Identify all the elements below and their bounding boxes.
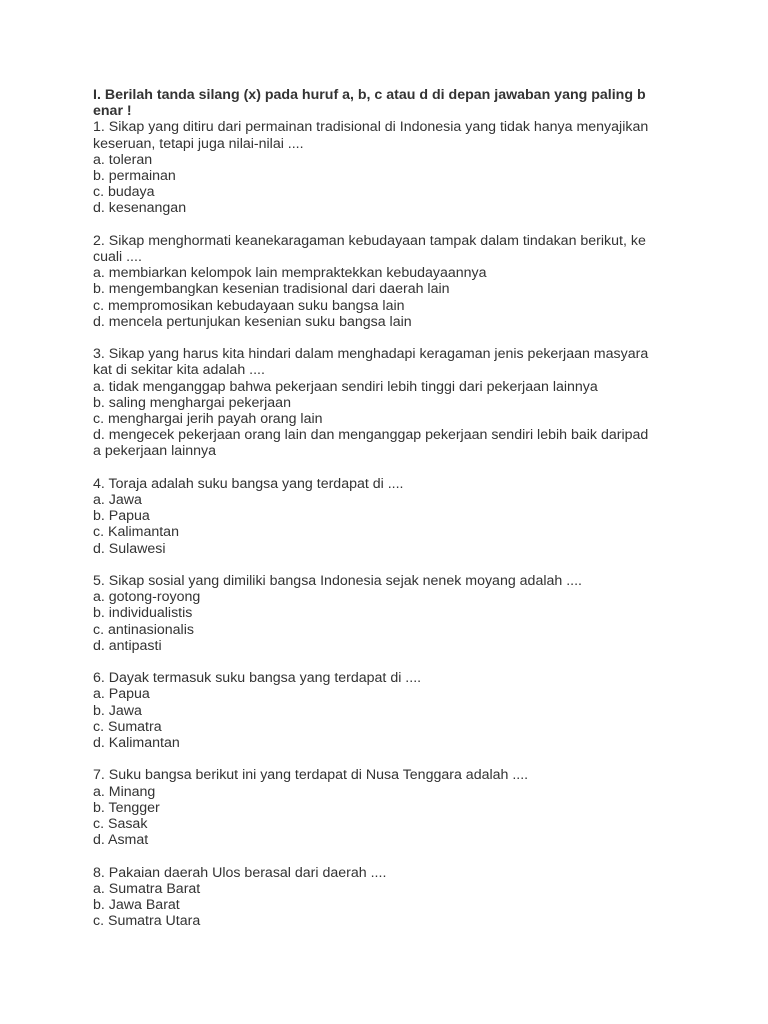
instruction-line: I. Berilah tanda silang (x) pada huruf a, b, c atau d di depan jawaban yang paling b [93, 87, 646, 103]
question-stem: 8. Pakaian daerah Ulos berasal dari daerah .... [93, 864, 387, 881]
question-stem: cuali .... [93, 249, 142, 266]
question-stem: 4. Toraja adalah suku bangsa yang terdapat di .... [93, 475, 404, 492]
answer-option: c. Kalimantan [93, 524, 179, 541]
question-stem: 2. Sikap menghormati keanekaragaman kebudayaan tampak dalam tindakan berikut, ke [93, 232, 646, 249]
answer-option: a. tidak menganggap bahwa pekerjaan sendiri lebih tinggi dari pekerjaan lainnya [93, 378, 598, 395]
question-stem: 7. Suku bangsa berikut ini yang terdapat di Nusa Tenggara adalah .... [93, 767, 529, 784]
answer-option: b. mengembangkan kesenian tradisional dari daerah lain [93, 281, 450, 298]
question-stem: 5. Sikap sosial yang dimiliki bangsa Indonesia sejak nenek moyang adalah .... [93, 573, 582, 590]
answer-option: c. budaya [93, 184, 155, 201]
answer-option: d. mencela pertunjukan kesenian suku bangsa lain [93, 313, 412, 330]
question-stem: keseruan, tetapi juga nilai-nilai .... [93, 135, 304, 152]
question-stem: 1. Sikap yang ditiru dari permainan tradisional di Indonesia yang tidak hanya menyajikan [93, 119, 649, 136]
answer-option: c. mempromosikan kebudayaan suku bangsa lain [93, 297, 405, 314]
answer-option: d. antipasti [93, 637, 162, 654]
answer-option: b. permainan [93, 168, 176, 185]
question-5 [93, 573, 678, 654]
question-6 [93, 670, 678, 751]
document-page [93, 87, 678, 929]
question-8 [93, 865, 678, 930]
answer-option: b. Jawa Barat [93, 897, 180, 914]
instruction-heading [93, 87, 678, 119]
answer-option: d. kesenangan [93, 200, 187, 217]
answer-option: c. Sumatra [93, 718, 162, 735]
answer-option: b. Jawa [93, 702, 142, 719]
answer-option: a. Minang [93, 783, 156, 800]
answer-option: d. Asmat [93, 832, 149, 849]
answer-option: b. individualistis [93, 605, 193, 622]
answer-option: b. Tengger [93, 799, 160, 816]
question-3 [93, 346, 678, 459]
answer-option: a. Papua [93, 686, 150, 703]
answer-option: d. Kalimantan [93, 735, 180, 752]
question-stem: 3. Sikap yang harus kita hindari dalam menghadapi keragaman jenis pekerjaan masyara [93, 346, 649, 363]
answer-option: c. Sumatra Utara [93, 913, 201, 930]
answer-option: a. Jawa [93, 492, 142, 509]
answer-option: c. Sasak [93, 816, 148, 833]
answer-option: a. Sumatra Barat [93, 880, 201, 897]
question-stem: 6. Dayak termasuk suku bangsa yang terdapat di .... [93, 670, 422, 687]
answer-option: d. Sulawesi [93, 540, 166, 557]
question-stem: kat di sekitar kita adalah .... [93, 362, 265, 379]
answer-option: b. saling menghargai pekerjaan [93, 394, 291, 411]
question-2 [93, 233, 678, 330]
answer-option: a pekerjaan lainnya [93, 443, 217, 460]
answer-option: a. membiarkan kelompok lain mempraktekkan kebudayaannya [93, 265, 487, 282]
answer-option: a. toleran [93, 151, 153, 168]
answer-option: a. gotong-royong [93, 589, 201, 606]
answer-option: d. mengecek pekerjaan orang lain dan menganggap pekerjaan sendiri lebih baik daripad [93, 427, 649, 444]
question-7 [93, 767, 678, 848]
answer-option: c. menghargai jerih payah orang lain [93, 411, 323, 428]
question-1 [93, 119, 678, 216]
question-4 [93, 476, 678, 557]
answer-option: c. antinasionalis [93, 621, 194, 638]
instruction-line: enar ! [93, 103, 132, 120]
answer-option: b. Papua [93, 508, 150, 525]
